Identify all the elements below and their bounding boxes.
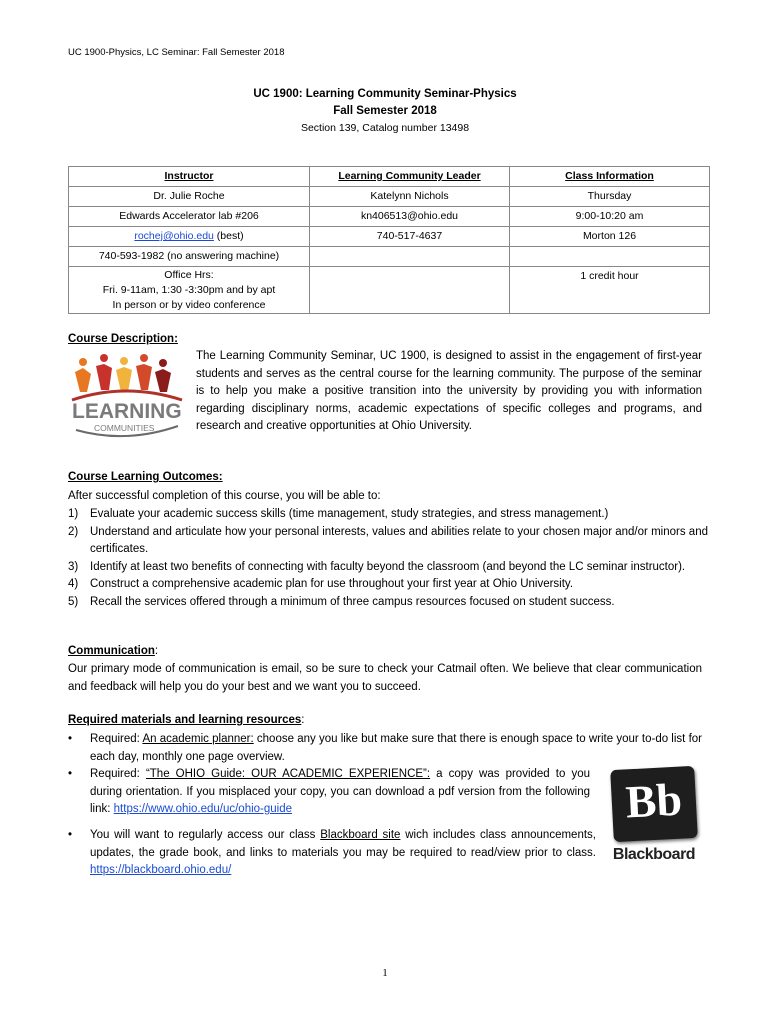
instructor-office: Edwards Accelerator lab #206 (69, 207, 310, 227)
list-item: • Required: “The OHIO Guide: OUR ACADEMIC EXPERIENCE”: a copy was provided to you during orientation. If you misplaced your copy, you can download a pdf version from the following link: https://www.ohio.edu/uc/ohio-guide (68, 768, 590, 815)
email-note: (best) (213, 230, 244, 242)
class-day: Thursday (510, 187, 710, 207)
instructor-email-cell (69, 227, 310, 247)
class-credit: 1 credit hour (510, 267, 710, 314)
list-item: 1) Evaluate your academic success skills (time management, study strategies, and stress management.) (68, 508, 609, 520)
list-item: 2) Understand and articulate how your personal interests, values and abilities relate to your chosen major and/or minors and certificates. (68, 525, 708, 555)
ohio-guide-link[interactable]: https://www.ohio.edu/uc/ohio-guide (113, 803, 293, 815)
leader-name: Katelynn Nichols (310, 187, 510, 207)
instructor-phone: 740-593-1982 (no answering machine) (69, 247, 310, 267)
list-item: 4) Construct a comprehensive academic plan for use throughout your first year at Ohio University. (68, 578, 574, 590)
description-text: The Learning Community Seminar, UC 1900, is designed to assist in the engagement of first-year students and serves as the central course for the learning community. The purpose of the seminar is to help you make a positive transition into the university by providing you with information regarding disciplinary norms, academic expectations of specific colleges and programs, and research and creative opportunities at Ohio University. (196, 350, 702, 432)
instructor-email-link[interactable]: rochej@ohio.edu (134, 230, 214, 242)
instructor-header: Instructor (69, 167, 310, 187)
document-title: UC 1900: Learning Community Seminar-Physics (253, 88, 517, 100)
communication-heading: Communication (68, 645, 155, 657)
materials-heading-wrap: Required materials and learning resources: (68, 714, 305, 726)
list-item: 3) Identify at least two benefits of connecting with faculty beyond the classroom (and beyond the LC seminar instructor). (68, 560, 686, 573)
blackboard-logo: Bb Blackboard (604, 768, 704, 864)
page-header: UC 1900-Physics, LC Seminar: Fall Semester 2018 (68, 47, 285, 58)
instructor-name: Dr. Julie Roche (69, 187, 310, 207)
class-info-header: Class Information (510, 167, 710, 187)
course-info-table (68, 166, 710, 314)
outcomes-list (68, 506, 708, 611)
outcomes-intro: After successful completion of this course, you will be able to: (68, 490, 381, 502)
office-hours: Office Hrs: Fri. 9-11am, 1:30 -3:30pm and by apt In person or by video conference (69, 267, 310, 314)
section-info: Section 139, Catalog number 13498 (300, 122, 470, 134)
communication-text: Our primary mode of communication is email, so be sure to check your Catmail often. We believe that clear communication and feedback will help you do your best and we want you to succeed. (68, 663, 702, 693)
people-figures-icon (75, 354, 171, 392)
learning-communities-logo (66, 352, 188, 440)
class-room: Morton 126 (510, 227, 710, 247)
leader-email: kn406513@ohio.edu (310, 207, 510, 227)
list-item: 5) Recall the services offered through a minimum of three campus resources focused on student success. (68, 595, 615, 608)
communication-heading-wrap: Communication: (68, 645, 159, 657)
outcomes-heading: Course Learning Outcomes: (68, 471, 223, 483)
svg-text:COMMUNITIES: COMMUNITIES (94, 423, 155, 433)
svg-text:LEARNING: LEARNING (72, 400, 182, 423)
semester-title: Fall Semester 2018 (333, 105, 437, 117)
materials-heading: Required materials and learning resources (68, 714, 302, 726)
list-item: • You will want to regularly access our class Blackboard site wich includes class announcements, updates, the grade book, and links to materials you may be required to read/view prior to class. https://blackboard.ohio.edu/ (68, 829, 596, 876)
leader-header: Learning Community Leader (310, 167, 510, 187)
list-item: • Required: An academic planner: choose any you like but make sure that there is enough space to write your to-do list for each day, monthly one page overview. (68, 733, 702, 763)
class-time: 9:00-10:20 am (510, 207, 710, 227)
blackboard-link[interactable]: https://blackboard.ohio.edu/ (90, 864, 232, 876)
page-number: 1 (382, 967, 388, 979)
description-heading: Course Description: (68, 333, 178, 345)
leader-phone: 740-517-4637 (310, 227, 510, 247)
blackboard-icon: Bb (610, 766, 698, 842)
